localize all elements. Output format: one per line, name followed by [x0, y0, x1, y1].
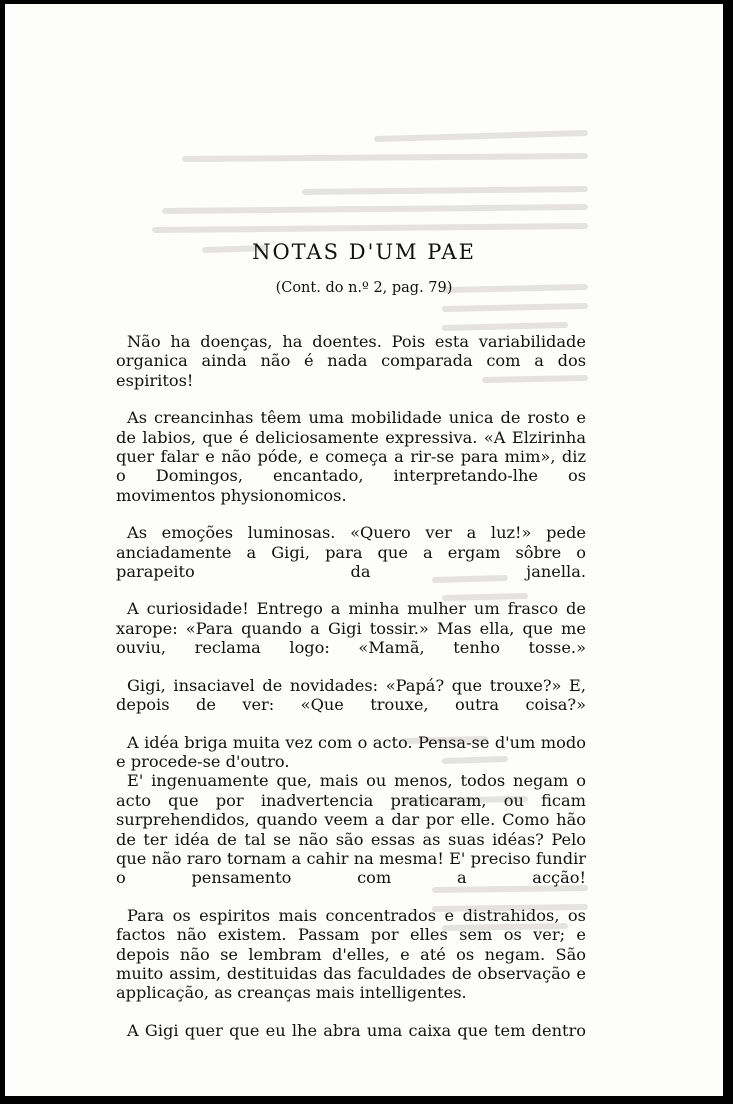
paragraph-8: Para os espiritos mais concentrados e distrahidos, os factos não existem. Passam por elles sem os ver; e depois não se lembram d'elles, e até os negam. São muito assim, destituidas das faculdades de observação e applicação, as creanças mais intelligentes.: [116, 905, 586, 1003]
paragraph-7: E' ingenuamente que, mais ou menos, todos negam o acto que por inadvertencia praticaram, ou ficam surprehendidos, quando veem a dar por elle. Como hão de ter idéa de tal se não são essas as suas idéas? Pelo que não raro tornam a cahir na mesma! E' preciso fundir o pensamento com a acção!: [116, 771, 586, 888]
document-page: [5, 4, 723, 1096]
page-title: NOTAS D'UM PAE: [252, 240, 476, 264]
paragraph-2: As creancinhas têem uma mobilidade unica de rosto e de labios, que é deliciosamente expressiva. «A Elzirinha quer falar e não póde, e começa a rir-se para mim», diz o Domingos, encantado, interpretando-lhe os movimentos physionomicos.: [116, 408, 586, 505]
paragraph-9: A Gigi quer que eu lhe abra uma caixa que tem dentro: [127, 1020, 586, 1040]
paragraph-6: A idéa briga muita vez com o acto. Pensa-se d'um modo e procede-se d'outro.: [116, 732, 586, 771]
continuation-note: (Cont. do n.º 2, pag. 79): [275, 280, 453, 296]
paragraph-4: A curiosidade! Entrego a minha mulher um frasco de xarope: «Para quando a Gigi tossir.» Mas ella, que me ouviu, reclama logo: «Mamã, tenho tosse.»: [116, 599, 586, 658]
paragraph-3: As emoções luminosas. «Quero ver a luz!» pede anciadamente a Gigi, para que a ergam sôbre o parapeito da janella.: [116, 523, 586, 582]
paragraph-5: Gigi, insaciavel de novidades: «Papá? que trouxe?» E, depois de ver: «Que trouxe, outra coisa?»: [116, 675, 586, 715]
article-body: [116, 332, 586, 1058]
paragraph-1: Não ha doenças, ha doentes. Pois esta variabilidade organica ainda não é nada comparada com a dos espiritos!: [116, 332, 586, 390]
